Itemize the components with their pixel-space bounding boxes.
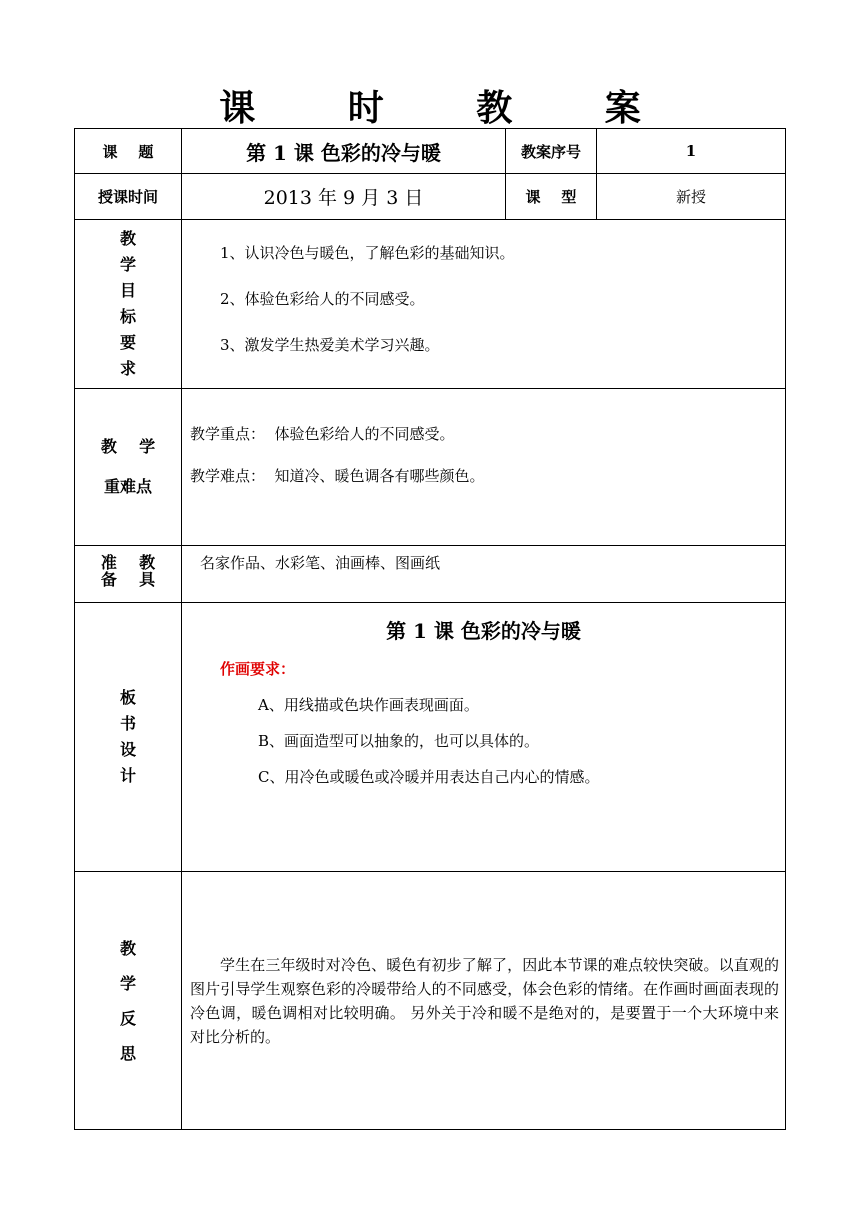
objective-item: 2、体验色彩给人的不同感受。 (220, 290, 425, 308)
lesson-plan-table (74, 128, 786, 1130)
board-item: C、用冷色或暖色或冷暖并用表达自己内心的情感。 (258, 768, 600, 786)
board-content (182, 603, 786, 872)
objectives-label-char: 目 (119, 281, 136, 300)
row-board (75, 603, 786, 872)
reflection-content (182, 872, 786, 1130)
objectives-label-char: 标 (119, 307, 136, 326)
board-item: B、画面造型可以抽象的，也可以具体的。 (258, 732, 540, 750)
board-label-char: 板 (119, 688, 136, 707)
row-reflection (75, 872, 786, 1130)
row-preparation (75, 546, 786, 603)
key-focus: 教学重点： 体验色彩给人的不同感受。 (190, 425, 455, 443)
board-item: A、用线描或色块作画表现画面。 (258, 696, 479, 714)
reflection-text: 学生在三年级时对冷色、暖色有初步了解了，因此本节课的难点较快突破。以直观的图片引导学生观察色彩的冷暖带给人的不同感受，体会色彩的情绪。在作画时画面表现的冷色调，暖色调相对比较明确。 另外关于冷和暖不是绝对的，是要置于一个大环境中来对比分析的。 (190, 955, 779, 1046)
seq-label: 教案序号 (506, 129, 597, 174)
time-value: 2013 年 9 月 3 日 (182, 174, 506, 220)
topic-label: 课 题 (75, 129, 182, 174)
reflection-label-char: 教 (119, 938, 136, 958)
reflection-label-char: 思 (119, 1043, 136, 1063)
type-label: 课 型 (506, 174, 597, 220)
objective-item: 3、激发学生热爱美术学习兴趣。 (220, 336, 440, 354)
row-key-points (75, 389, 786, 546)
objectives-label-char: 要 (119, 333, 136, 352)
objectives-content (182, 220, 786, 389)
key-points-label-line: 重难点 (103, 477, 152, 496)
board-label-char: 计 (119, 766, 136, 785)
preparation-label-line: 备 具 (100, 570, 156, 589)
board-label-char: 书 (119, 714, 136, 733)
preparation-label-line: 准 教 (100, 553, 156, 572)
row-time (75, 174, 786, 220)
row-objectives (75, 220, 786, 389)
key-points-label-line: 教 学 (100, 437, 156, 456)
seq-value: 1 (597, 129, 786, 174)
board-requirement-title: 作画要求： (220, 660, 296, 678)
objectives-label-char: 教 (119, 229, 136, 248)
key-points-label (75, 389, 182, 546)
type-value: 新授 (597, 174, 786, 220)
time-label: 授课时间 (75, 174, 182, 220)
board-label-char: 设 (119, 740, 136, 759)
key-points-content (182, 389, 786, 546)
reflection-label-char: 反 (119, 1008, 136, 1028)
preparation-value: 名家作品、水彩笔、油画棒、图画纸 (200, 554, 441, 572)
preparation-content (182, 546, 786, 603)
board-heading: 第 1 课 色彩的冷与暖 (386, 619, 581, 643)
topic-value: 第 1 课 色彩的冷与暖 (182, 129, 506, 174)
objectives-label-char: 学 (119, 255, 136, 274)
reflection-label-char: 学 (119, 973, 136, 993)
reflection-label (75, 872, 182, 1130)
preparation-label (75, 546, 182, 603)
objective-item: 1、认识冷色与暖色，了解色彩的基础知识。 (220, 244, 515, 262)
objectives-label (75, 220, 182, 389)
key-difficulty: 教学难点： 知道冷、暖色调各有哪些颜色。 (190, 467, 485, 485)
row-topic (75, 129, 786, 174)
page-title: 课 时 教 案 (219, 87, 681, 129)
board-label (75, 603, 182, 872)
objectives-label-char: 求 (119, 359, 136, 378)
